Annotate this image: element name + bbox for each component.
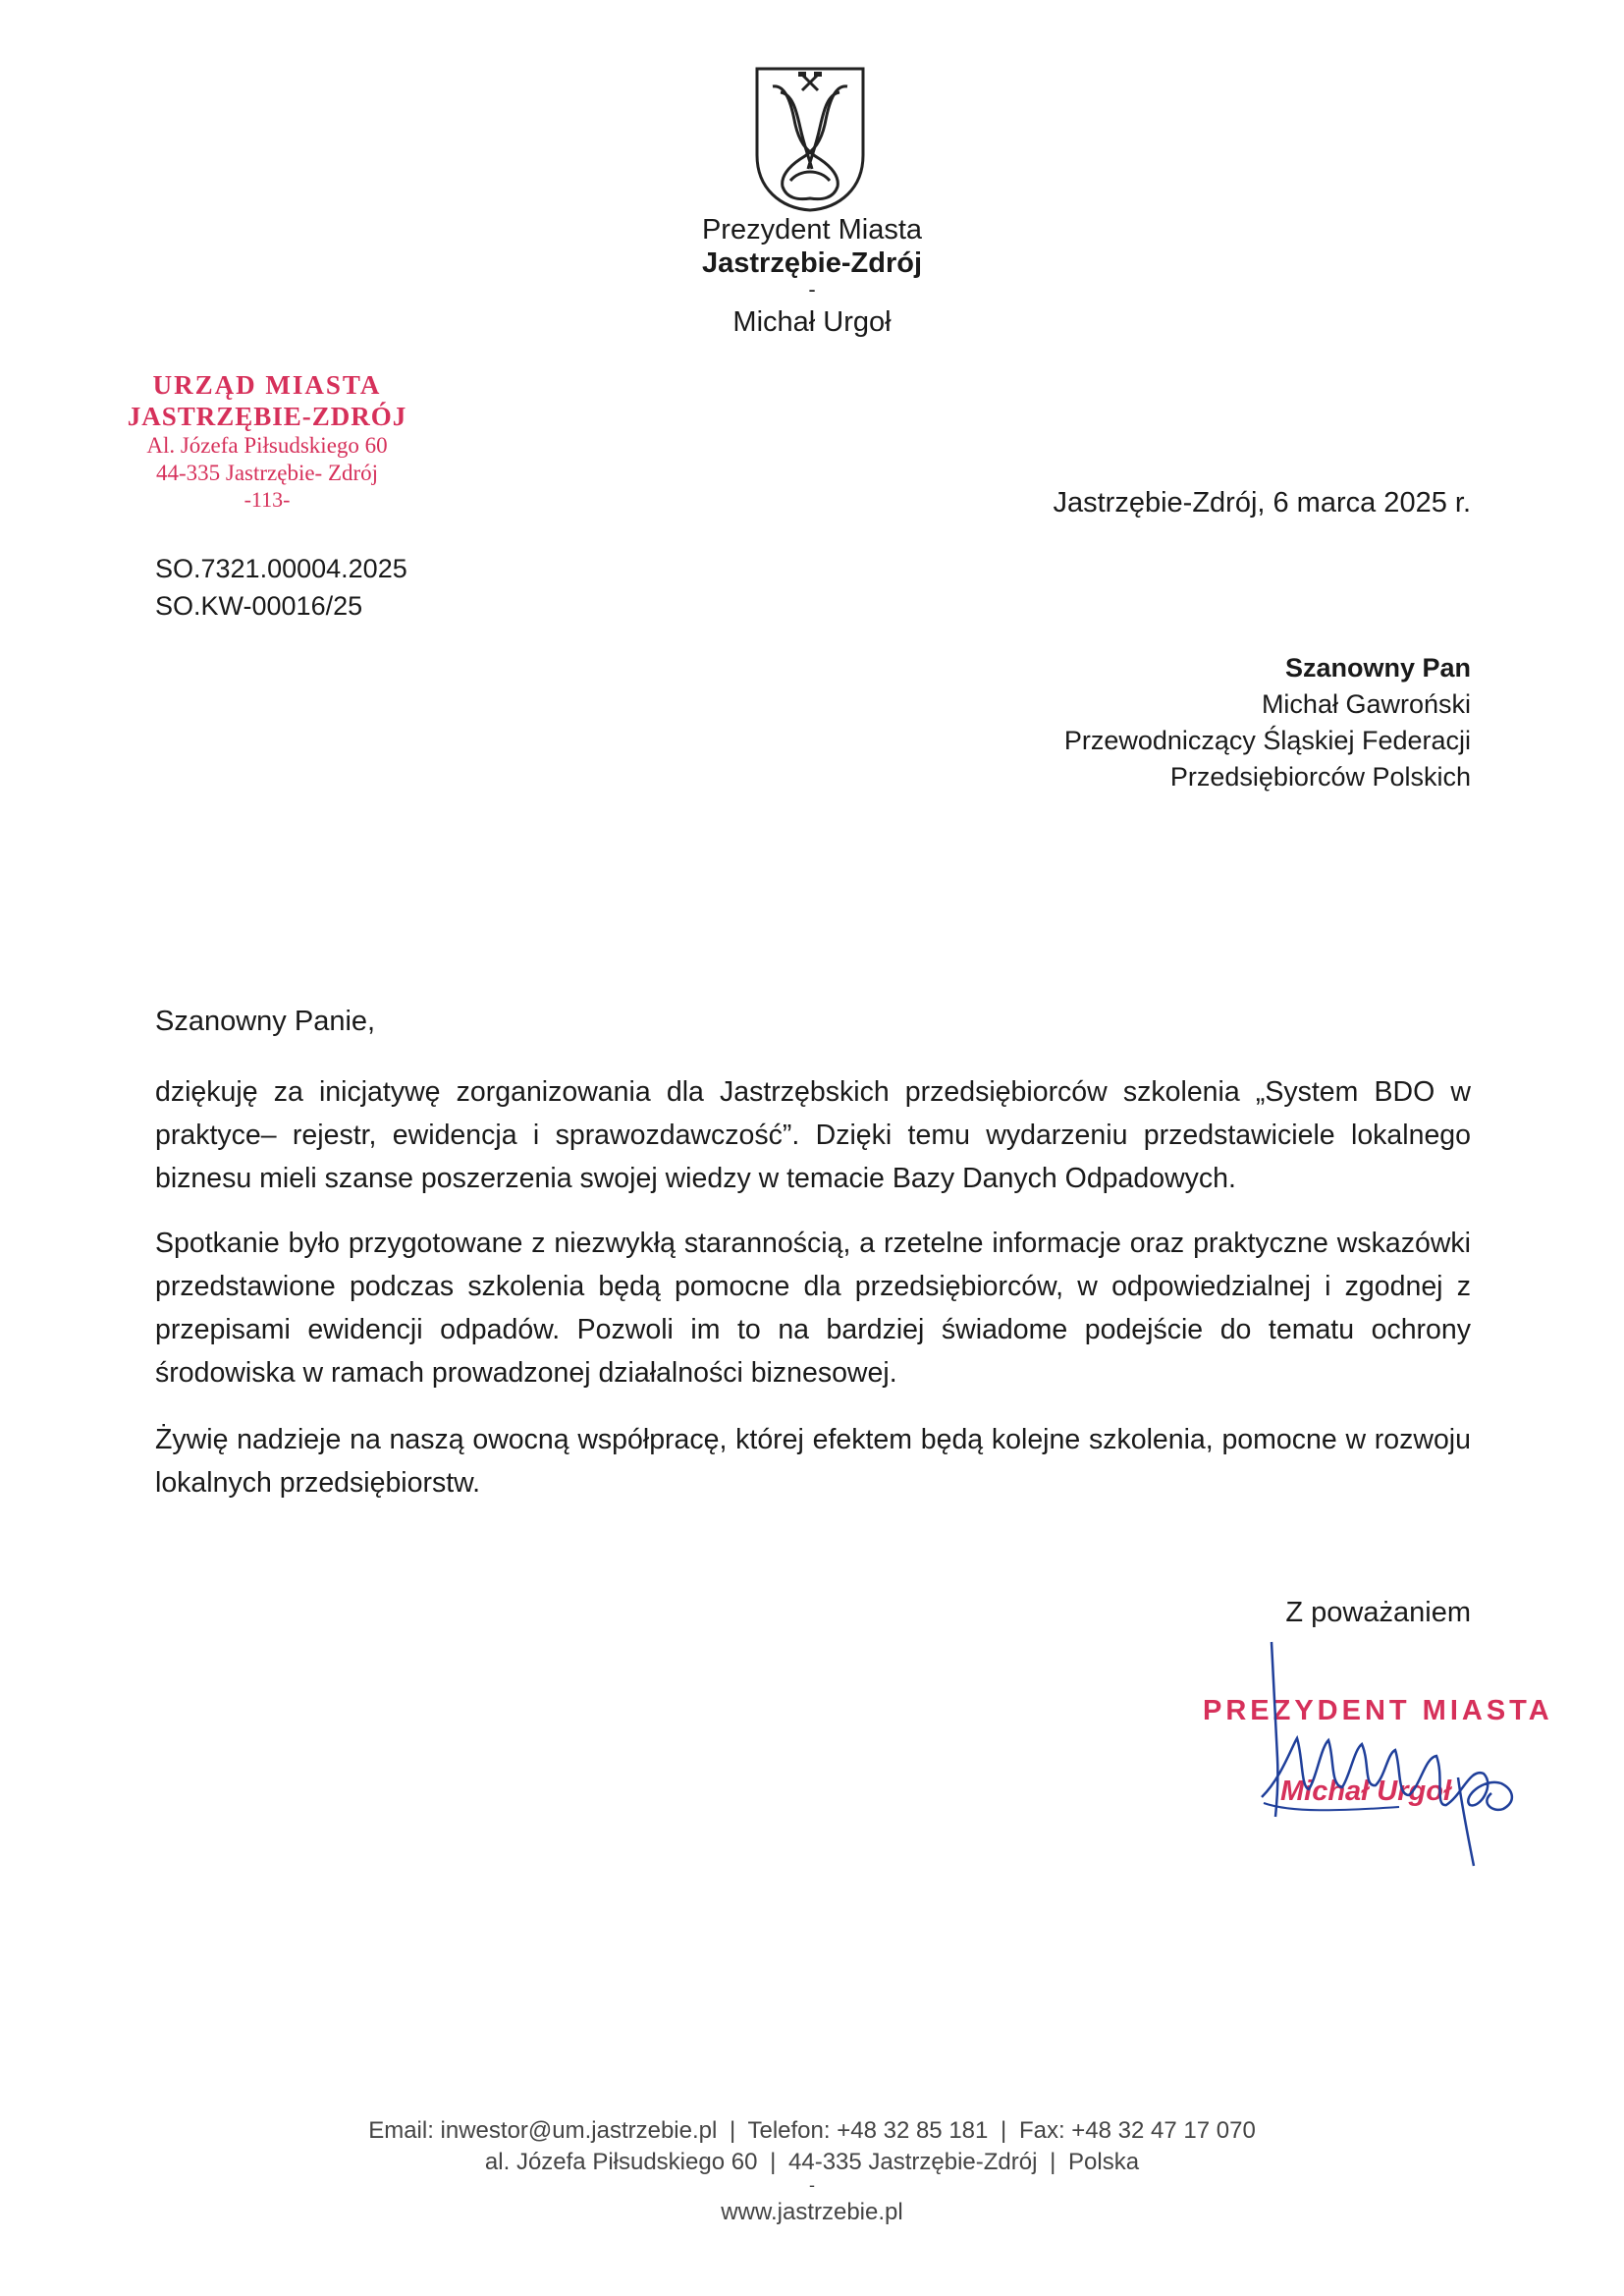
footer-website-link[interactable]: www.jastrzebie.pl <box>721 2199 903 2225</box>
body-paragraph: dziękuję za inicjatywę zorganizowania dla Jastrzębskich przedsiębiorców szkolenia „System BDO w praktyce– rejestr, ewidencja i sprawozdawczość”. Dzięki temu wydarzeniu przedstawiciele lokalnego biznesu mieli szanse poszerzenia swojej wiedzy w temacie Bazy Danych Odpadowych. <box>155 1076 1471 1194</box>
footer-separator: | <box>1001 2117 1007 2144</box>
closing-phrase: Z poważaniem <box>1285 1597 1471 1628</box>
footer-dash: - <box>809 2175 815 2195</box>
footer-separator: | <box>730 2117 736 2144</box>
stamp-line-street: Al. Józefa Piłsudskiego 60 <box>146 433 388 458</box>
header-title: Prezydent Miasta <box>701 214 923 246</box>
stamp-line-postal: 44-335 Jastrzębie- Zdrój <box>155 461 379 485</box>
footer-address-line <box>223 2148 1401 2177</box>
header-city: Jastrzębie-Zdrój <box>702 247 922 279</box>
addressee-name: Michał Gawroński <box>1261 689 1471 719</box>
handwritten-signature <box>1252 1630 1566 1876</box>
stamp-line-city: JASTRZĘBIE-ZDRÓJ <box>127 402 407 431</box>
stamp-line-office: URZĄD MIASTA <box>152 370 382 400</box>
footer-postal: 44-335 Jastrzębie-Zdrój <box>788 2149 1038 2175</box>
header-president-name: Michał Urgoł <box>732 306 892 338</box>
footer-phone: Telefon: +48 32 85 181 <box>747 2117 989 2144</box>
case-reference: SO.7321.00004.2025 <box>155 554 407 583</box>
footer-address: al. Józefa Piłsudskiego 60 <box>484 2149 758 2175</box>
addressee-title: Szanowny Pan <box>1284 653 1471 683</box>
office-stamp <box>110 369 424 513</box>
addressee-role: Przedsiębiorców Polskich <box>1169 762 1471 792</box>
letter-date: Jastrzębie-Zdrój, 6 marca 2025 r. <box>1053 487 1471 519</box>
footer-separator: | <box>770 2149 777 2175</box>
header-separator: - <box>808 277 816 301</box>
addressee-block <box>784 650 1471 795</box>
footer-separator: | <box>1050 2149 1056 2175</box>
footer-contact-line <box>223 2116 1401 2146</box>
signature-stamp-name: Michał Urgoł <box>1280 1776 1452 1807</box>
city-crest-logo <box>751 61 869 214</box>
footer-fax: Fax: +48 32 47 17 070 <box>1018 2117 1256 2144</box>
salutation: Szanowny Panie, <box>155 1006 376 1037</box>
body-paragraph: Spotkanie było przygotowane z niezwykłą starannością, a rzetelne informacje oraz praktyczne wskazówki przedstawione podczas szkolenia będą pomocne dla przedsiębiorców, w odpowiedzialnej i zgodnej z przepisami ewidencji odpadów. Pozwoli im to na bardziej świadome podejście do tematu ochrony środowiska w ramach prowadzonej działalności biznesowej. <box>155 1228 1471 1389</box>
footer-country: Polska <box>1068 2149 1140 2175</box>
stamp-line-number: -113- <box>244 487 291 512</box>
body-paragraph: Żywię nadzieje na naszą owocną współpracę, której efektem będą kolejne szkolenia, pomocne w rozwoju lokalnych przedsiębiorstw. <box>155 1424 1471 1499</box>
signature-stamp-title: PREZYDENT MIASTA <box>1203 1695 1553 1726</box>
addressee-role: Przewodniczący Śląskiej Federacji <box>1063 726 1471 755</box>
footer-email: Email: inwestor@um.jastrzebie.pl <box>368 2117 718 2144</box>
case-reference: SO.KW-00016/25 <box>155 591 363 621</box>
